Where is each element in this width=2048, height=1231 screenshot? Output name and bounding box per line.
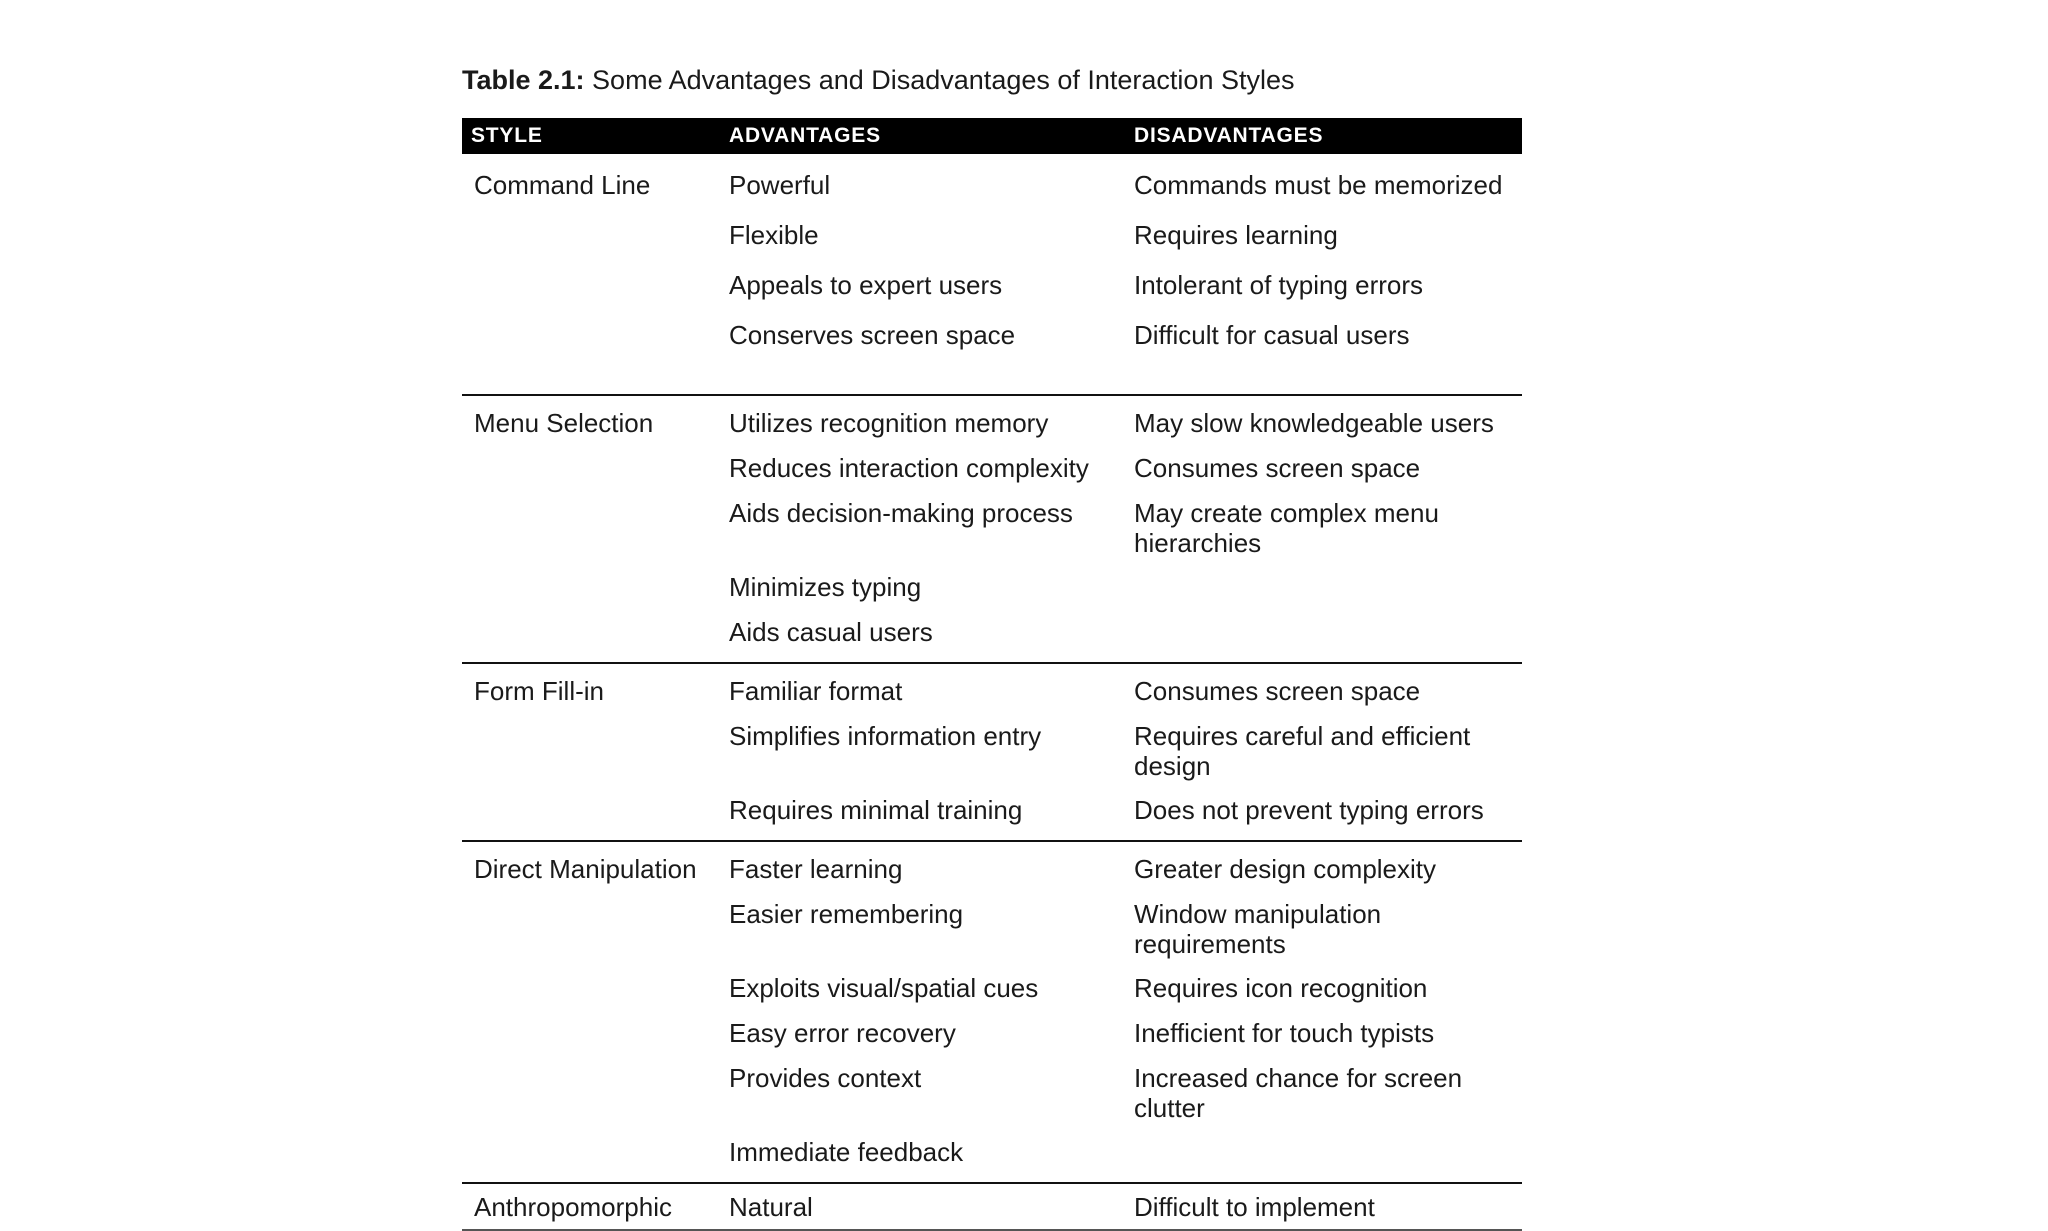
interaction-styles-table [462,118,1522,1231]
table-row-menu-selection [462,396,1522,664]
table-row-form-fill-in [462,664,1522,842]
table-row-anthropomorphic [462,1184,1522,1231]
advantage-item: Provides context [729,1063,922,1093]
disadvantage-item: Requires careful and efficient design [1134,721,1471,781]
style-cell: Anthropomorphic [474,1192,672,1222]
disadvantages-cell [1125,664,1522,840]
disadvantage-item: Consumes screen space [1134,676,1421,706]
advantage-item: Faster learning [729,854,903,884]
table-header [462,118,1522,154]
advantage-item: Easy error recovery [729,1018,956,1048]
caption-label: Table 2.1: [462,65,585,95]
disadvantage-item: Does not prevent typing errors [1134,795,1484,825]
disadvantages-cell [1125,154,1522,394]
caption-text: Some Advantages and Disadvantages of Interaction Styles [584,65,1295,95]
advantage-item: Aids decision-making process [729,498,1073,528]
advantage-item: Utilizes recognition memory [729,408,1049,438]
header-style: STYLE [471,124,543,147]
disadvantages-cell [1125,396,1522,662]
disadvantage-item: Window manipulation requirements [1134,899,1382,959]
disadvantage-item: Difficult to implement [1134,1192,1375,1222]
advantage-item: Minimizes typing [729,572,922,602]
table-row-command-line [462,154,1522,396]
advantages-cell [720,1184,1125,1229]
advantage-item: Simplifies information entry [729,721,1042,751]
header-disadvantages: DISADVANTAGES [1134,124,1324,147]
advantages-cell [720,396,1125,662]
advantage-item: Reduces interaction complexity [729,453,1089,483]
advantage-item: Familiar format [729,676,903,706]
advantage-item: Powerful [729,170,831,200]
advantage-item: Immediate feedback [729,1137,964,1167]
disadvantage-item: Intolerant of typing errors [1134,270,1424,300]
advantage-item: Natural [729,1192,813,1222]
style-cell: Command Line [474,170,651,200]
disadvantage-item: Inefficient for touch typists [1134,1018,1435,1048]
advantage-item: Aids casual users [729,617,933,647]
disadvantage-item: Requires icon recognition [1134,973,1428,1003]
header-advantages: ADVANTAGES [729,124,881,147]
table-caption [462,62,1294,98]
advantage-item: Requires minimal training [729,795,1023,825]
disadvantages-cell [1125,842,1522,1182]
style-cell: Menu Selection [474,408,654,438]
advantages-cell [720,154,1125,394]
disadvantage-item: Requires learning [1134,220,1338,250]
disadvantage-item: Greater design complexity [1134,854,1437,884]
advantage-item: Easier remembering [729,899,964,929]
disadvantage-item: May slow knowledgeable users [1134,408,1494,438]
disadvantage-item: Consumes screen space [1134,453,1421,483]
advantage-item: Flexible [729,220,819,250]
disadvantage-item: Increased chance for screen clutter [1134,1063,1463,1123]
advantage-item: Appeals to expert users [729,270,1003,300]
advantages-cell [720,842,1125,1182]
disadvantages-cell [1125,1184,1522,1229]
style-cell: Direct Manipulation [474,854,697,884]
advantage-item: Conserves screen space [729,320,1016,350]
disadvantage-item: May create complex menu hierarchies [1134,498,1439,558]
table-row-direct-manipulation [462,842,1522,1184]
disadvantage-item: Commands must be memorized [1134,170,1503,200]
advantages-cell [720,664,1125,840]
style-cell: Form Fill-in [474,676,604,706]
advantage-item: Exploits visual/spatial cues [729,973,1039,1003]
disadvantage-item: Difficult for casual users [1134,320,1410,350]
